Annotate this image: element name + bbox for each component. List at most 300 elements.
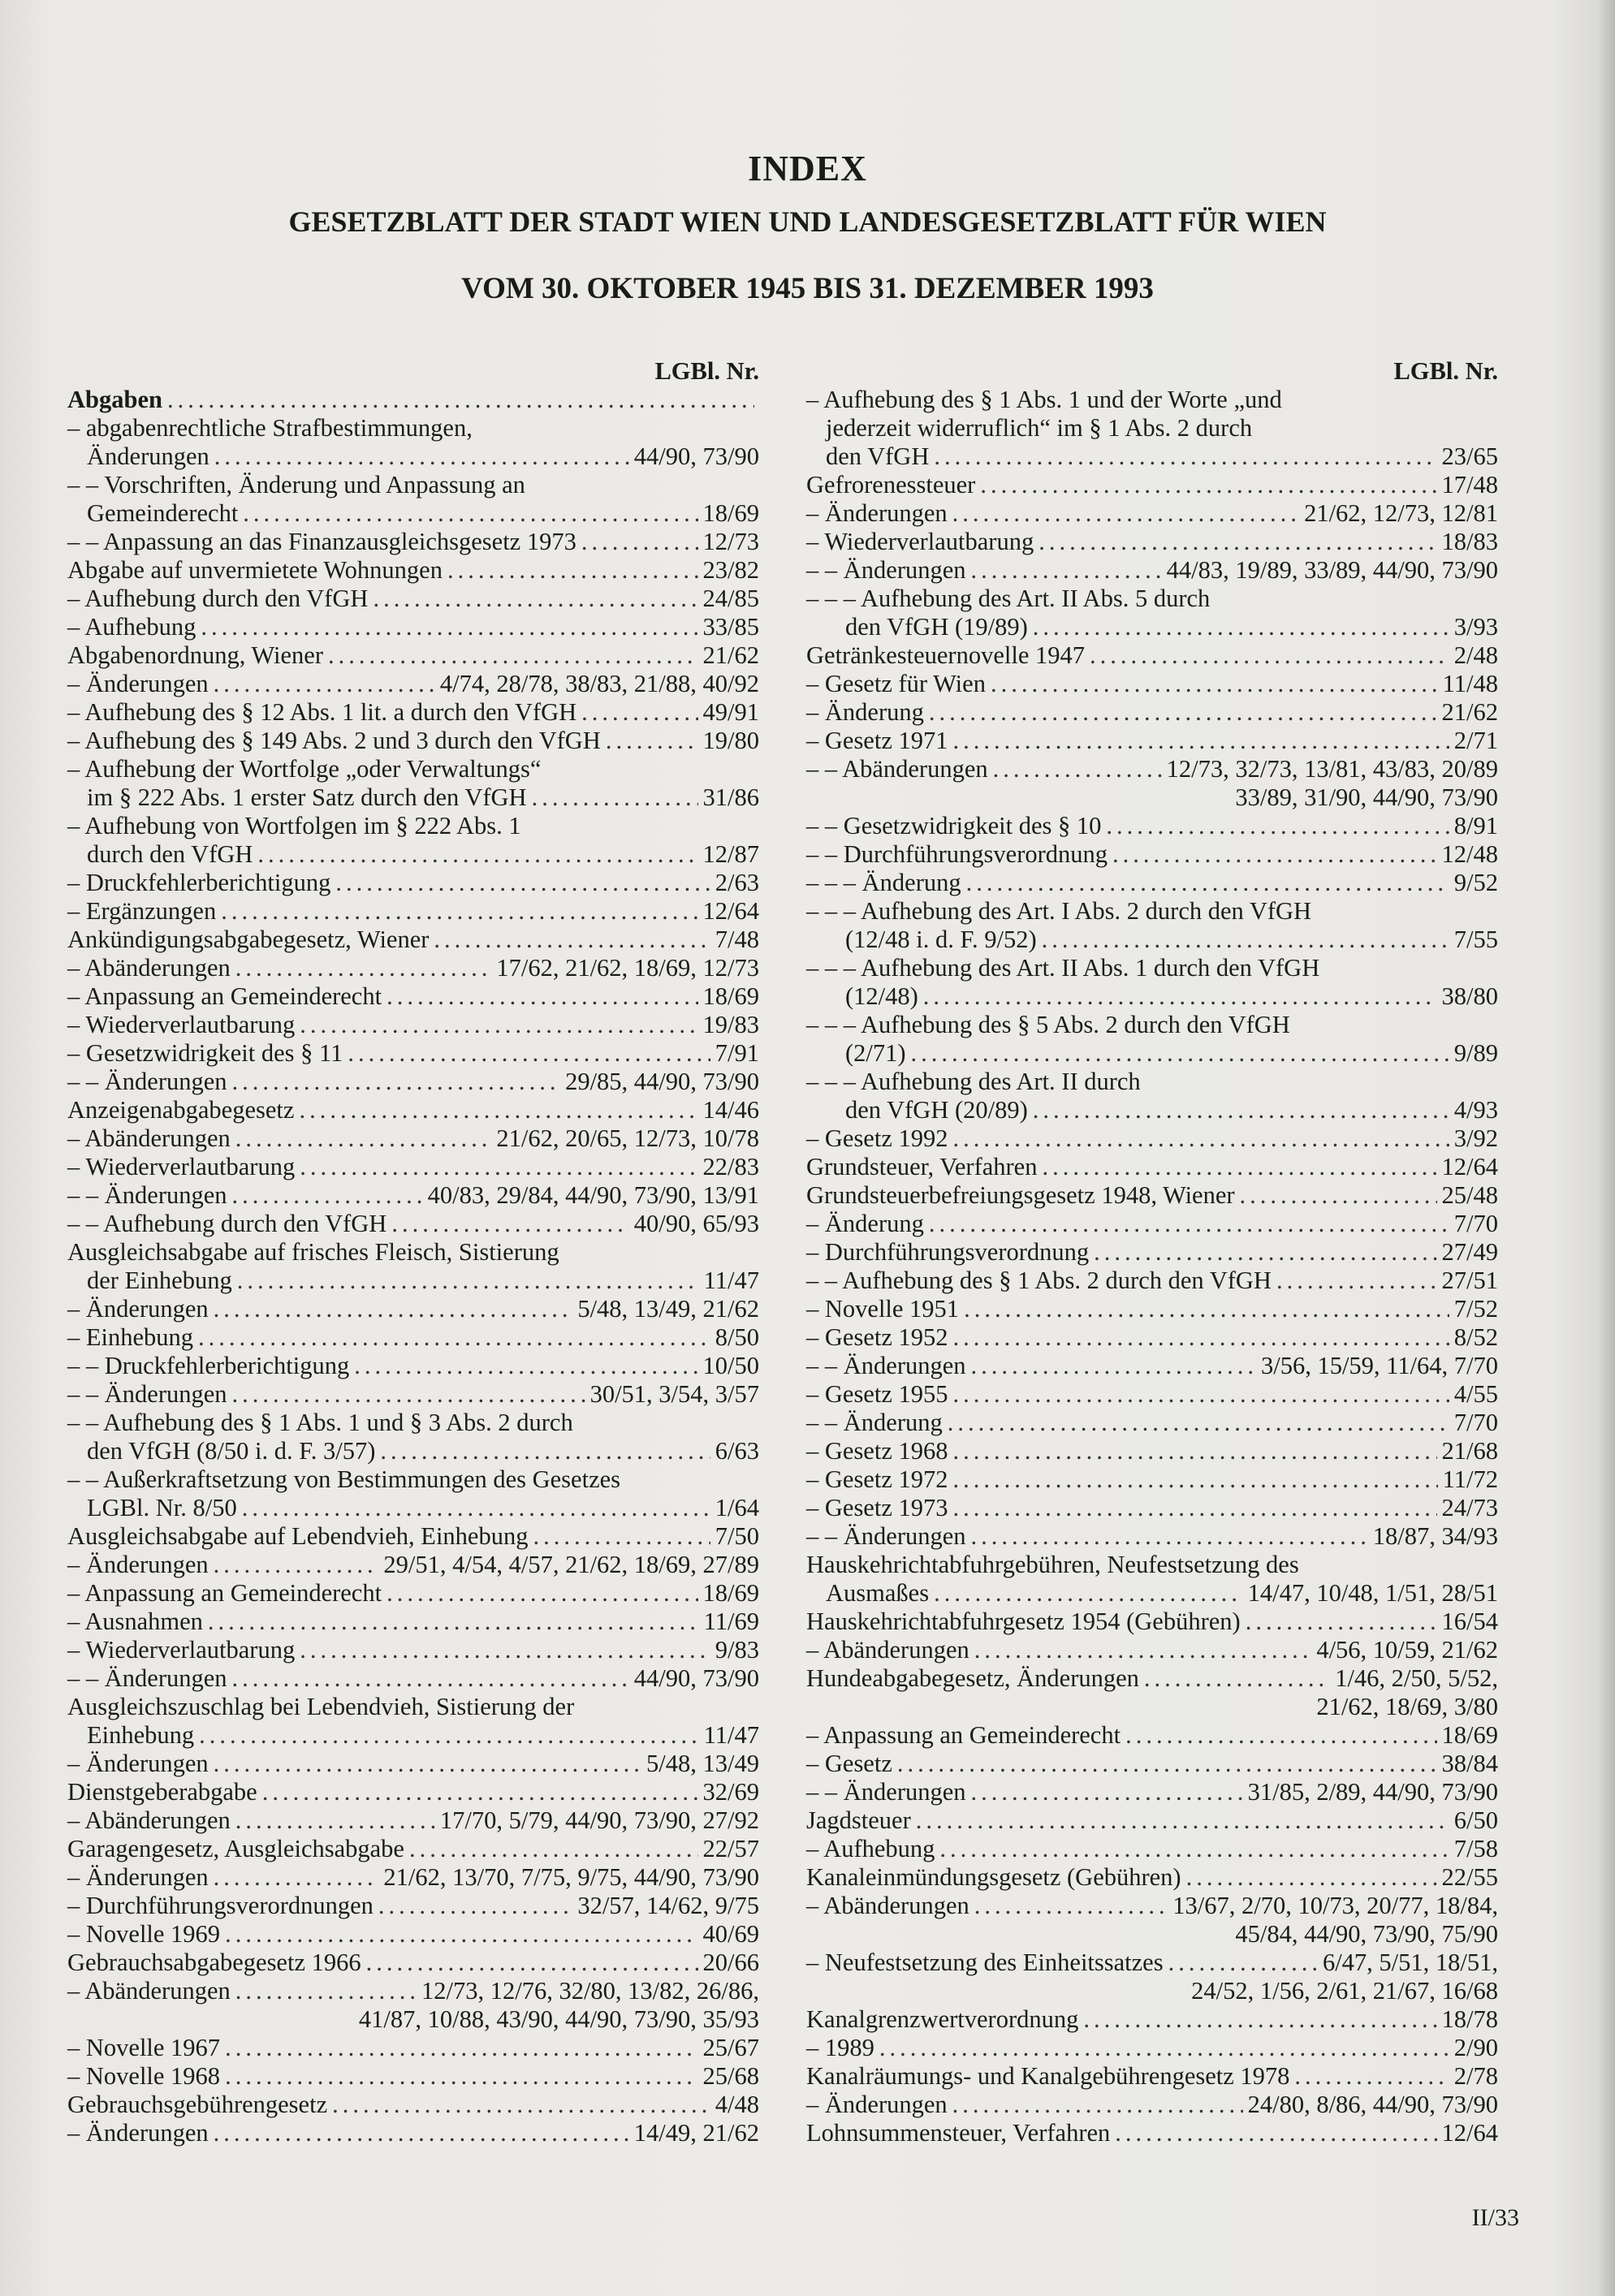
index-entry [806, 1380, 1498, 1409]
leader-dots [214, 1863, 379, 1892]
leader-dots [879, 2034, 1449, 2062]
entry-reference: 44/90, 73/90 [633, 442, 759, 470]
index-entry [806, 755, 1498, 783]
index-entry [67, 2034, 759, 2062]
entry-reference: 7/52 [1453, 1295, 1498, 1323]
index-entry [806, 1181, 1498, 1210]
entry-label: – Novelle 1967 [67, 2034, 221, 2061]
entry-label: Anzeigenabgabegesetz [67, 1096, 295, 1124]
index-entry [806, 556, 1498, 585]
entry-label: – Änderung [806, 1210, 924, 1237]
entry-reference: 18/69 [702, 1579, 759, 1607]
entry-reference: 3/56, 15/59, 11/64, 7/70 [1260, 1352, 1498, 1379]
index-entry [67, 641, 759, 670]
entry-label: – Änderungen [806, 2091, 948, 2118]
entry-label: – – Änderungen [806, 1522, 966, 1550]
index-entry [806, 812, 1498, 840]
right-column-header: LGBl. Nr. [1393, 357, 1498, 385]
entry-label: – – Änderungen [67, 1068, 227, 1095]
entry-reference: 11/69 [703, 1608, 759, 1635]
entry-reference: 21/62 [1441, 698, 1498, 726]
leader-dots [952, 1124, 1449, 1153]
entry-reference: 21/62, 12/73, 12/81 [1304, 499, 1498, 527]
index-entry [67, 755, 759, 783]
entry-label: – Gesetz 1973 [806, 1494, 948, 1521]
index-entry [67, 954, 759, 982]
index-entry [67, 1892, 759, 1920]
leader-dots [225, 1920, 697, 1949]
entry-reference: 12/64 [1441, 2119, 1498, 2147]
entry-label: – Ausnahmen [67, 1608, 203, 1635]
entry-label: – Aufhebung des § 149 Abs. 2 und 3 durch den VfGH [67, 727, 601, 754]
leader-dots [243, 499, 697, 528]
entry-label: – Novelle 1968 [67, 2062, 221, 2090]
entry-label: den VfGH (20/89) [845, 1096, 1028, 1124]
index-entry [806, 1664, 1498, 1693]
entry-label: – – – Änderung [806, 869, 961, 896]
entry-reference: 45/84, 44/90, 73/90, 75/90 [1235, 1920, 1498, 1948]
entry-label: (2/71) [845, 1039, 906, 1067]
index-entry [806, 1124, 1498, 1153]
entry-label: Hauskehrichtabfuhrgebühren, Neufestsetzung des [806, 1551, 1299, 1578]
leader-dots [300, 1011, 697, 1039]
index-entry [806, 670, 1498, 698]
entry-label: den VfGH (19/89) [845, 613, 1028, 641]
entry-reference: 4/55 [1453, 1380, 1498, 1408]
entry-reference: 40/83, 29/84, 44/90, 73/90, 13/91 [427, 1181, 759, 1209]
index-entry [67, 471, 759, 499]
index-entry [67, 783, 759, 812]
entry-reference: 12/87 [702, 840, 759, 868]
entry-reference: 44/83, 19/89, 33/89, 44/90, 73/90 [1166, 556, 1498, 584]
entry-reference: 12/73 [702, 528, 759, 555]
index-entry [67, 1039, 759, 1068]
entry-label: – – Aufhebung des § 1 Abs. 2 durch den VfGH [806, 1267, 1272, 1294]
entry-reference: 18/69 [702, 982, 759, 1010]
index-entry [806, 2034, 1498, 2062]
entry-label: Ausgleichsabgabe auf frisches Fleisch, Sistierung [67, 1238, 559, 1266]
entry-reference: 41/87, 10/88, 43/90, 44/90, 73/90, 35/93 [358, 2005, 759, 2033]
index-entry [806, 2091, 1498, 2119]
index-entry [67, 670, 759, 698]
leader-dots [242, 1494, 710, 1522]
entry-reference: 17/70, 5/79, 44/90, 73/90, 27/92 [439, 1806, 759, 1834]
entry-reference: 11/47 [703, 1721, 759, 1749]
index-entry [806, 783, 1498, 812]
entry-reference: 21/62, 20/65, 12/73, 10/78 [496, 1124, 759, 1152]
leader-dots [1112, 840, 1437, 869]
leader-dots [214, 2119, 629, 2147]
entry-reference: 7/48 [715, 926, 759, 953]
leader-dots [237, 1267, 699, 1295]
leader-dots [214, 1295, 573, 1323]
leader-dots [348, 1039, 710, 1068]
entry-reference: 9/83 [715, 1636, 759, 1664]
index-entry [806, 1096, 1498, 1124]
index-entry [806, 1068, 1498, 1096]
index-entry [67, 1352, 759, 1380]
leader-dots [1106, 812, 1449, 840]
leader-dots [447, 556, 698, 585]
index-entry [806, 585, 1498, 613]
entry-reference: 2/78 [1453, 2062, 1498, 2090]
leader-dots [939, 1835, 1449, 1863]
leader-dots [1125, 1721, 1436, 1750]
entry-reference: 18/78 [1441, 2005, 1498, 2033]
leader-dots [971, 1522, 1368, 1551]
index-entry [806, 1636, 1498, 1664]
leader-dots [235, 1977, 417, 2005]
index-entry [67, 698, 759, 727]
page-number: II/33 [1471, 2204, 1519, 2231]
leader-dots [934, 1579, 1243, 1608]
entry-label: – 1989 [806, 2034, 874, 2061]
index-entry [67, 499, 759, 528]
page-edge-shadow [1597, 0, 1615, 2296]
leader-dots [167, 386, 754, 414]
entry-reference: 6/63 [715, 1437, 759, 1465]
leader-dots [952, 1494, 1436, 1522]
entry-label: – – Änderungen [806, 1352, 966, 1379]
entry-label: – Gesetz 1968 [806, 1437, 948, 1465]
left-column [67, 357, 759, 2147]
entry-reference: 32/57, 14/62, 9/75 [577, 1892, 759, 1919]
leader-dots [952, 1465, 1437, 1494]
index-entry [67, 840, 759, 869]
entry-label: – Aufhebung der Wortfolge „oder Verwaltungs“ [67, 755, 542, 783]
leader-dots [214, 670, 435, 698]
entry-label: Änderungen [87, 442, 209, 470]
index-entry [806, 1437, 1498, 1465]
entry-reference: 7/91 [715, 1039, 759, 1067]
entry-label: Kanalräumungs- und Kanalgebührengesetz 1978 [806, 2062, 1290, 2090]
entry-label: – – Aufhebung durch den VfGH [67, 1210, 387, 1237]
entry-label: durch den VfGH [87, 840, 253, 868]
entry-reference: 24/85 [702, 585, 759, 612]
entry-reference: 7/70 [1453, 1210, 1498, 1237]
entry-label: Dienstgeberabgabe [67, 1778, 257, 1806]
entry-reference: 2/90 [1453, 2034, 1498, 2061]
index-entry [806, 1835, 1498, 1863]
index-entry [806, 2062, 1498, 2091]
entry-label: Getränkesteuernovelle 1947 [806, 641, 1085, 669]
index-entry [67, 1267, 759, 1295]
index-entry [67, 1750, 759, 1778]
entry-reference: 12/73, 32/73, 13/81, 43/83, 20/89 [1166, 755, 1498, 783]
entry-label: der Einhebung [87, 1267, 232, 1294]
leader-dots [952, 499, 1299, 528]
entry-reference: 11/72 [1442, 1465, 1498, 1493]
entry-label: – – Durchführungsverordnung [806, 840, 1108, 868]
entry-reference: 7/55 [1453, 926, 1498, 953]
leader-dots [221, 897, 697, 926]
index-entry [67, 1181, 759, 1210]
entry-reference: 30/51, 3/54, 3/57 [589, 1380, 759, 1408]
leader-dots [386, 982, 697, 1011]
leader-dots [897, 1750, 1437, 1778]
entry-label: – Gesetz 1952 [806, 1323, 948, 1351]
entry-reference: 8/91 [1453, 812, 1498, 839]
entry-label: Grundsteuerbefreiungsgesetz 1948, Wiener [806, 1181, 1235, 1209]
leader-dots [232, 1068, 561, 1096]
entry-reference: 33/85 [702, 613, 759, 641]
index-entry [806, 727, 1498, 755]
entry-label: – Gesetz [806, 1750, 892, 1777]
entry-label: – Änderungen [806, 499, 948, 527]
entry-label: Grundsteuer, Verfahren [806, 1153, 1038, 1180]
leader-dots [581, 528, 698, 556]
entry-reference: 2/48 [1453, 641, 1498, 669]
entry-label: Hauskehrichtabfuhrgesetz 1954 (Gebühren) [806, 1608, 1241, 1635]
entry-reference: 4/56, 10/59, 21/62 [1316, 1636, 1498, 1664]
leader-dots [380, 1437, 710, 1465]
entry-label: – Anpassung an Gemeinderecht [806, 1721, 1121, 1749]
index-entry [806, 2005, 1498, 2034]
entry-label: – Anpassung an Gemeinderecht [67, 1579, 382, 1607]
index-entry [67, 1636, 759, 1664]
entry-label: – – Druckfehlerberichtigung [67, 1352, 350, 1379]
leader-dots [952, 727, 1449, 755]
entry-reference: 8/50 [715, 1323, 759, 1351]
entry-reference: 18/69 [702, 499, 759, 527]
leader-dots [966, 869, 1449, 897]
entry-label: den VfGH (8/50 i. d. F. 3/57) [87, 1437, 376, 1465]
leader-dots [232, 1380, 585, 1409]
leader-dots [911, 1039, 1449, 1068]
entry-reference: 6/47, 5/51, 18/51, [1322, 1949, 1498, 1976]
leader-dots [948, 1409, 1449, 1437]
index-entry [806, 982, 1498, 1011]
leader-dots [232, 1664, 629, 1693]
entry-reference: 31/86 [702, 783, 759, 811]
index-entry [806, 1323, 1498, 1352]
entry-label: Kanaleinmündungsgesetz (Gebühren) [806, 1863, 1181, 1891]
leader-dots [923, 982, 1437, 1011]
leader-dots [409, 1835, 698, 1863]
entry-label: Ausmaßes [826, 1579, 930, 1607]
entry-reference: 18/83 [1441, 528, 1498, 555]
leader-dots [373, 585, 697, 613]
leader-dots [214, 442, 629, 471]
right-column [806, 357, 1498, 2147]
index-entry [806, 869, 1498, 897]
entry-label: – – – Aufhebung des Art. II durch [806, 1068, 1141, 1095]
leader-dots [1094, 1238, 1436, 1267]
entry-label: – Gesetz 1972 [806, 1465, 948, 1493]
index-entry [67, 1863, 759, 1892]
entry-reference: 20/66 [702, 1949, 759, 1976]
entry-reference: 1/46, 2/50, 5/52, [1335, 1664, 1498, 1692]
entry-reference: 19/80 [702, 727, 759, 754]
leader-dots [929, 1210, 1449, 1238]
entry-reference: 14/47, 10/48, 1/51, 28/51 [1247, 1579, 1498, 1607]
entry-label: – Änderung [806, 698, 924, 726]
leader-dots [1042, 1153, 1436, 1181]
index-entry [806, 471, 1498, 499]
entry-reference: 18/69 [1441, 1721, 1498, 1749]
entry-reference: 11/47 [703, 1267, 759, 1294]
index-entry [806, 1409, 1498, 1437]
leader-dots [1144, 1664, 1330, 1693]
index-entry [67, 982, 759, 1011]
leader-dots [934, 442, 1436, 471]
index-entry [806, 414, 1498, 442]
entry-reference: 4/93 [1453, 1096, 1498, 1124]
leader-dots [335, 869, 710, 897]
entry-label: – Abänderungen [806, 1636, 969, 1664]
page-title: INDEX [748, 149, 867, 188]
leader-dots [1033, 1096, 1449, 1124]
index-entry [806, 1806, 1498, 1835]
leader-dots [434, 926, 710, 954]
index-entry [67, 1124, 759, 1153]
leader-dots [386, 1579, 697, 1608]
index-entry [67, 1494, 759, 1522]
entry-label: jederzeit widerruflich“ im § 1 Abs. 2 durch [826, 414, 1253, 442]
entry-label: – – Änderungen [806, 1778, 966, 1806]
leader-dots [952, 2091, 1243, 2119]
leader-dots [964, 1295, 1449, 1323]
entry-label: – Wiederverlautbarung [806, 528, 1034, 555]
index-entry [806, 1039, 1498, 1068]
leader-dots [225, 2062, 697, 2091]
entry-label: – Abänderungen [806, 1892, 969, 1919]
index-entry [67, 442, 759, 471]
index-entry [806, 897, 1498, 926]
index-entry [67, 528, 759, 556]
leader-dots [354, 1352, 697, 1380]
index-entry [67, 869, 759, 897]
entry-reference: 1/64 [715, 1494, 759, 1521]
entry-label: Abgabe auf unvermietete Wohnungen [67, 556, 443, 584]
entry-label: – Durchführungsverordnungen [67, 1892, 374, 1919]
index-entry [67, 897, 759, 926]
leader-dots [532, 783, 698, 812]
leader-dots [1083, 2005, 1436, 2034]
leader-dots [366, 1949, 698, 1977]
index-entry [67, 2119, 759, 2147]
entry-label: – abgabenrechtliche Strafbestimmungen, [67, 414, 473, 442]
leader-dots [328, 641, 698, 670]
index-entry [806, 1892, 1498, 1920]
leader-dots [225, 2034, 697, 2062]
index-entry [806, 1721, 1498, 1750]
leader-dots [332, 2091, 710, 2119]
leader-dots [214, 1750, 641, 1778]
index-entry [806, 1522, 1498, 1551]
entry-reference: 40/69 [702, 1920, 759, 1948]
index-entry [67, 812, 759, 840]
entry-reference: 21/62, 13/70, 7/75, 9/75, 44/90, 73/90 [383, 1863, 759, 1891]
entry-label: – – Abänderungen [806, 755, 988, 783]
index-entry [67, 727, 759, 755]
entry-reference: 40/90, 65/93 [633, 1210, 759, 1237]
entry-label: – Aufhebung des § 1 Abs. 1 und der Worte „und [806, 386, 1282, 413]
leader-dots [214, 1551, 379, 1579]
index-entry [67, 1409, 759, 1437]
entry-label: – Wiederverlautbarung [67, 1636, 296, 1664]
entry-label: – Einhebung [67, 1323, 194, 1351]
index-entry [67, 2091, 759, 2119]
index-entry [67, 1011, 759, 1039]
entry-label: – Änderungen [67, 1295, 209, 1323]
index-entry [67, 1153, 759, 1181]
index-entry [806, 1750, 1498, 1778]
entry-reference: 25/48 [1441, 1181, 1498, 1209]
leader-dots [235, 1806, 435, 1835]
entry-label: – Gesetz 1955 [806, 1380, 948, 1408]
leader-dots [262, 1778, 698, 1806]
entry-label: Kanalgrenzwertverordnung [806, 2005, 1079, 2033]
index-entry [806, 840, 1498, 869]
index-entry [806, 1011, 1498, 1039]
entry-reference: 12/48 [1441, 840, 1498, 868]
index-entry [806, 1863, 1498, 1892]
entry-label: – – Änderungen [67, 1181, 227, 1209]
entry-reference: 7/50 [715, 1522, 759, 1550]
entry-label: – Gesetz für Wien [806, 670, 986, 697]
entry-label: – – – Aufhebung des Art. II Abs. 5 durch [806, 585, 1211, 612]
index-entry [806, 926, 1498, 954]
index-entry [67, 1579, 759, 1608]
leader-dots [257, 840, 697, 869]
index-entry [67, 926, 759, 954]
leader-dots [235, 1124, 492, 1153]
left-column-header: LGBl. Nr. [654, 357, 759, 385]
entry-reference: 49/91 [702, 698, 759, 726]
index-entry [67, 1693, 759, 1721]
leader-dots [378, 1892, 572, 1920]
entry-label: – Abänderungen [67, 1806, 231, 1834]
index-entry [67, 1949, 759, 1977]
entry-label: – Novelle 1951 [806, 1295, 960, 1323]
index-entry [67, 1210, 759, 1238]
index-entry [67, 613, 759, 641]
entry-reference: 10/50 [702, 1352, 759, 1379]
leader-dots [533, 1522, 710, 1551]
entry-label: – Aufhebung durch den VfGH [67, 585, 369, 612]
entry-label: – Wiederverlautbarung [67, 1011, 296, 1038]
index-entry [67, 386, 759, 414]
entry-reference: 12/64 [1441, 1153, 1498, 1180]
entry-reference: 2/63 [715, 869, 759, 896]
entry-reference: 24/73 [1441, 1494, 1498, 1521]
entry-reference: 12/64 [702, 897, 759, 925]
entry-reference: 27/51 [1441, 1267, 1498, 1294]
index-entry [67, 2062, 759, 2091]
entry-reference: 14/46 [702, 1096, 759, 1124]
index-entry [806, 1352, 1498, 1380]
entry-label: – – Außerkraftsetzung von Bestimmungen des Gesetzes [67, 1465, 621, 1493]
entry-label: – – Vorschriften, Änderung und Anpassung an [67, 471, 525, 498]
page-subtitle: GESETZBLATT DER STADT WIEN UND LANDESGESETZBLATT FÜR WIEN [288, 205, 1327, 238]
index-entry [806, 1949, 1498, 1977]
entry-reference: 8/52 [1453, 1323, 1498, 1351]
leader-dots [299, 1096, 697, 1124]
entry-label: Ankündigungsabgabegesetz, Wiener [67, 926, 430, 953]
entry-label: den VfGH [826, 442, 930, 470]
entry-label: LGBl. Nr. 8/50 [87, 1494, 237, 1521]
entry-label: – Druckfehlerberichtigung [67, 869, 331, 896]
leader-dots [952, 1437, 1436, 1465]
entry-reference: 3/93 [1453, 613, 1498, 641]
entry-label: – Abänderungen [67, 1124, 231, 1152]
index-entry [806, 1608, 1498, 1636]
leader-dots [971, 1778, 1243, 1806]
entry-label: Garagengesetz, Ausgleichsabgabe [67, 1835, 404, 1862]
entry-label: – Gesetzwidrigkeit des § 11 [67, 1039, 343, 1067]
leader-dots [971, 556, 1162, 585]
